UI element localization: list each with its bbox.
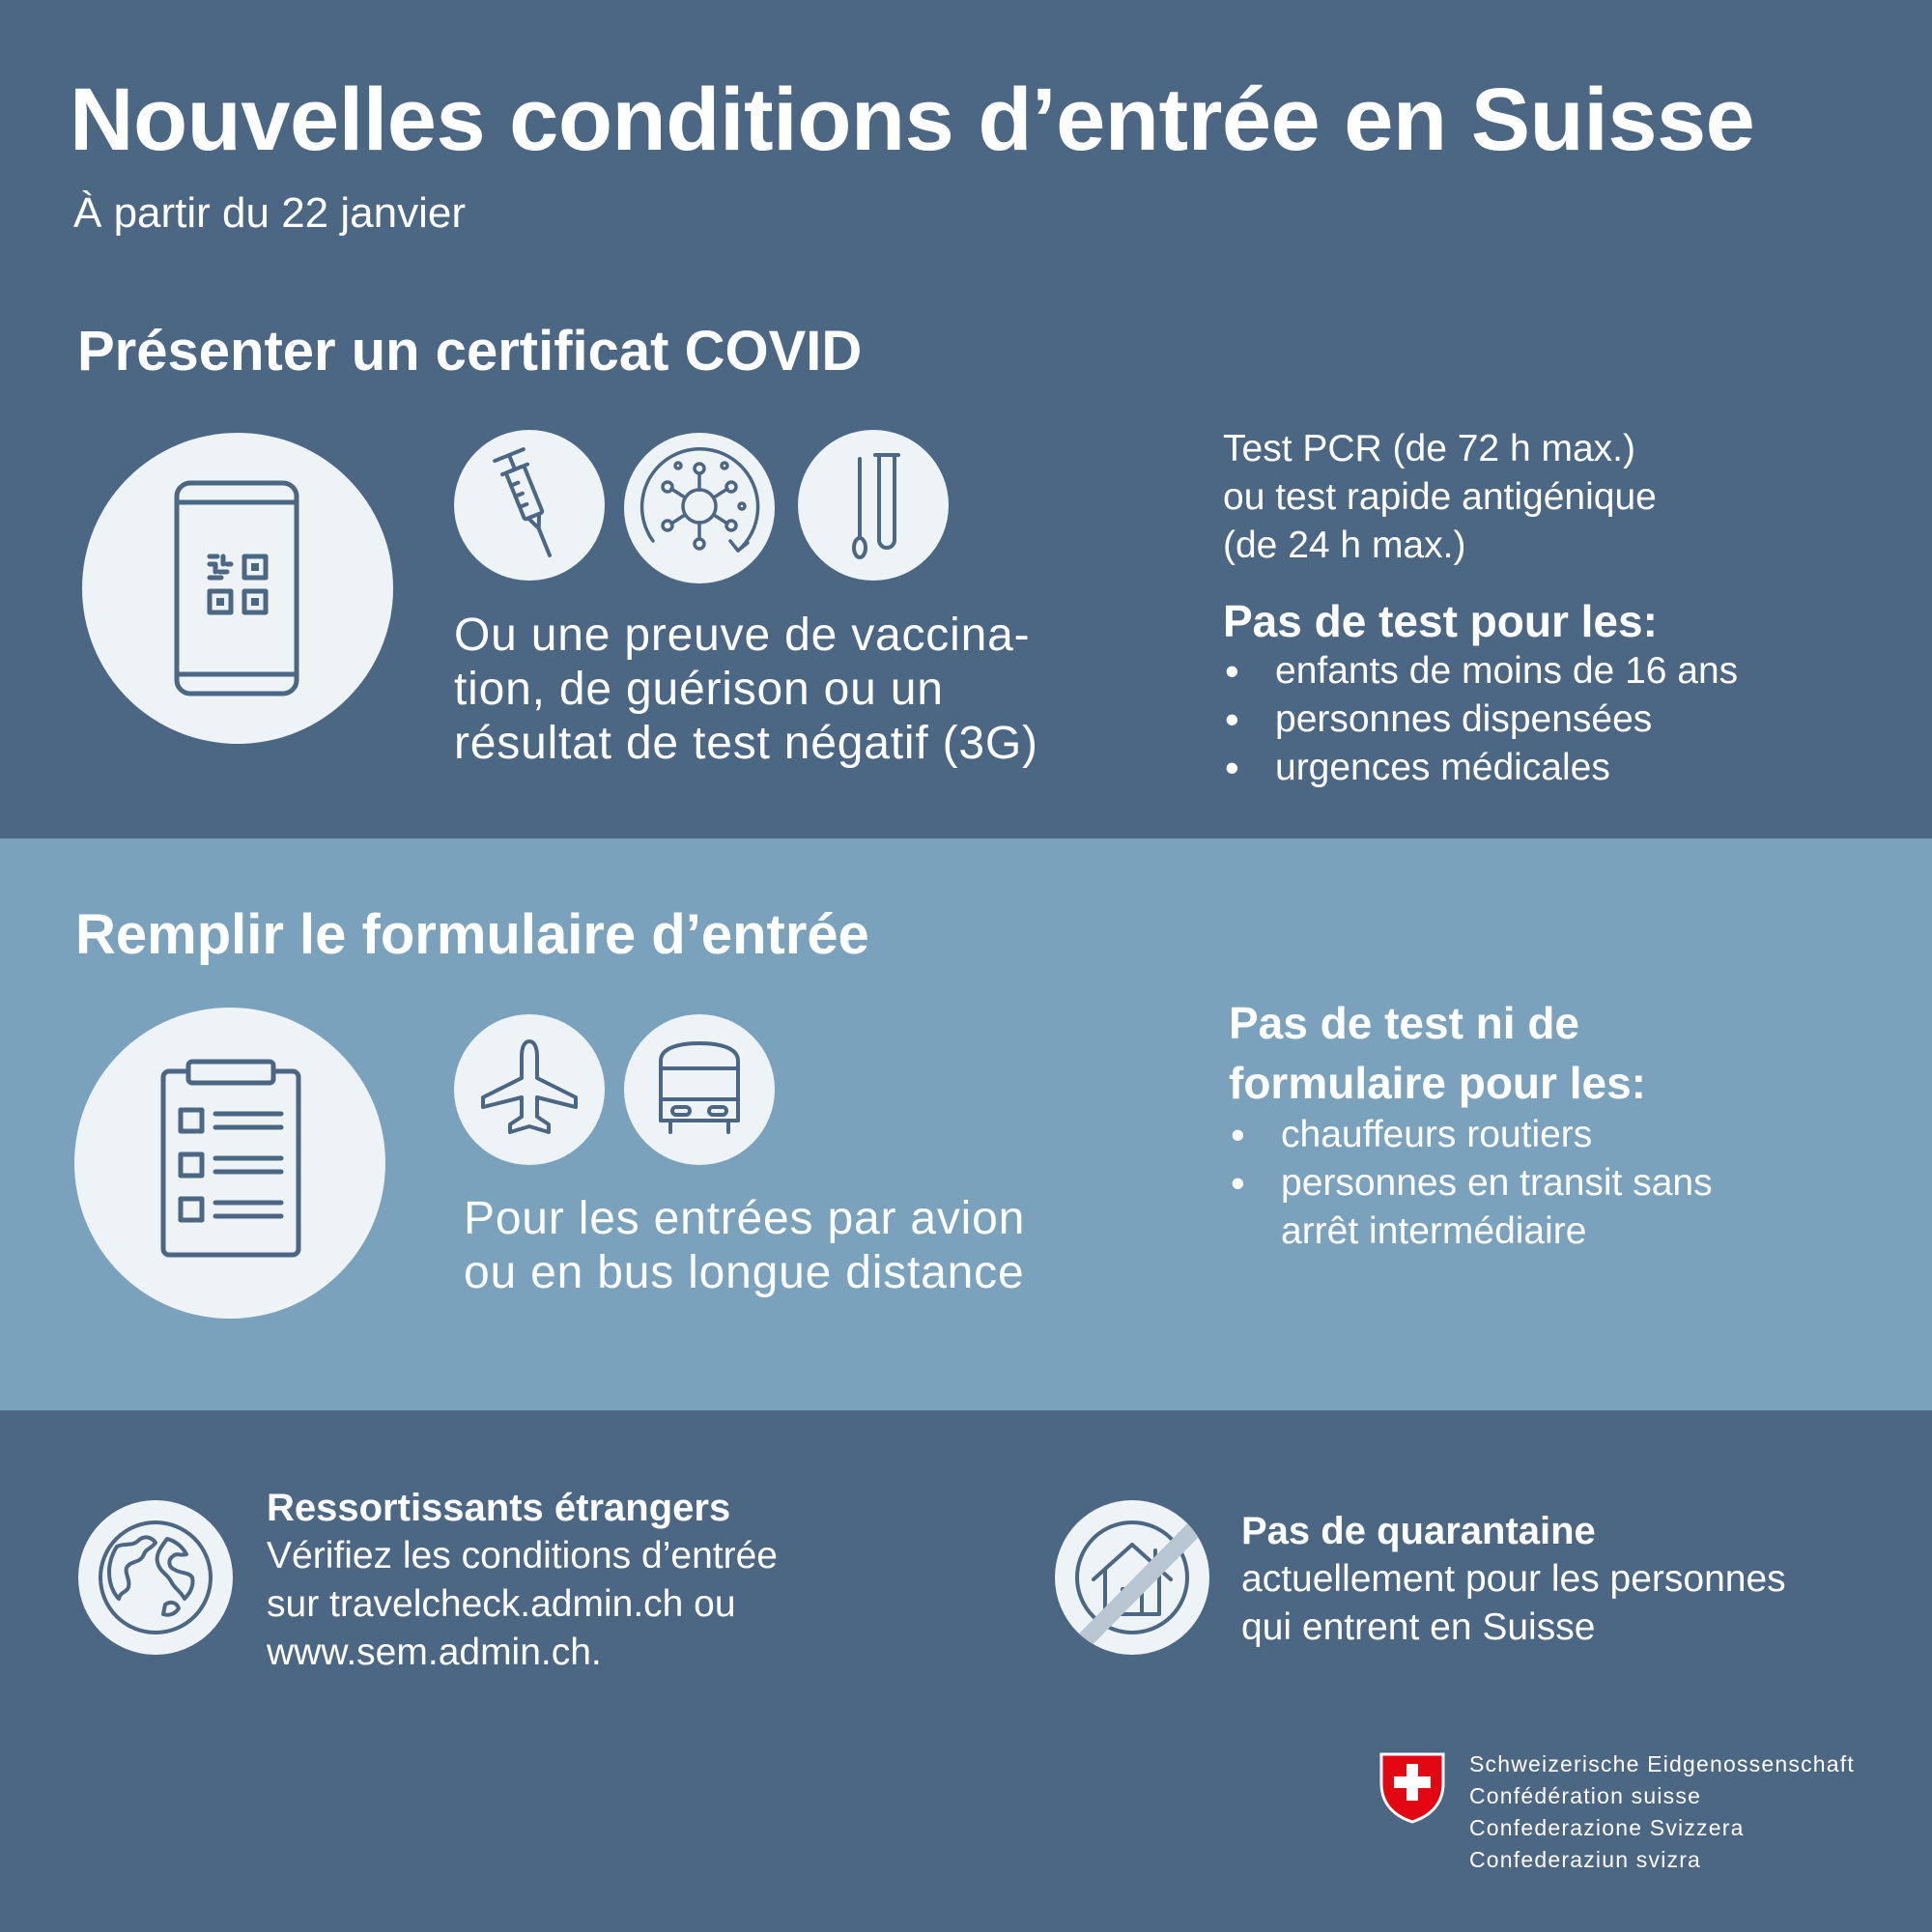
- airplane-icon: [454, 1014, 605, 1165]
- globe-icon: [78, 1500, 233, 1655]
- no-test-list: [1223, 647, 1899, 792]
- page-title: Nouvelles conditions d’entrée en Suisse: [70, 71, 1755, 169]
- no-test-heading: Pas de test pour les:: [1223, 596, 1658, 646]
- form-heading: Remplir le formulaire d’entrée: [75, 903, 869, 966]
- bus-icon: [624, 1014, 775, 1165]
- certificate-heading: Présenter un certificat COVID: [77, 320, 863, 383]
- list-item: • enfants de moins de 16 ans: [1223, 647, 1899, 696]
- virus-recovery-icon: [624, 433, 775, 583]
- syringe-icon: [454, 430, 605, 581]
- no-form-heading: Pas de test ni de formulaire pour les:: [1229, 998, 1646, 1108]
- quarantine-text: actuellement pour les personnes qui entrent en Suisse: [1241, 1558, 1786, 1648]
- test-tube-swab-icon: [798, 430, 949, 581]
- page-subtitle: À partir du 22 janvier: [73, 189, 466, 237]
- list-item: • urgences médicales: [1223, 744, 1899, 792]
- foreigners-text: Vérifiez les conditions d’entrée sur travelcheck.admin.ch ou www.sem.admin.ch.: [267, 1535, 778, 1673]
- form-caption: Pour les entrées par avion ou en bus longue distance: [464, 1193, 1026, 1298]
- quarantine-heading: Pas de quarantaine: [1241, 1510, 1596, 1552]
- clipboard-checklist-icon: [74, 1008, 385, 1319]
- foreigners-heading: Ressortissants étrangers: [267, 1487, 731, 1529]
- federation-names: Schweizerische Eidgenossenschaft Confédération suisse Confederazione Svizzera Confederaziun svizra: [1469, 1751, 1855, 1872]
- list-item: • chauffeurs routiers: [1229, 1111, 1770, 1159]
- no-quarantine-house-icon: [1055, 1500, 1209, 1655]
- no-form-list: [1229, 1111, 1770, 1256]
- swiss-shield-icon: [1379, 1750, 1445, 1824]
- test-info: Test PCR (de 72 h max.) ou test rapide antigénique (de 24 h max.): [1223, 428, 1657, 566]
- quarantine-block: [1241, 1507, 1786, 1652]
- list-item: • personnes en transit sans arrêt intermédiaire: [1229, 1159, 1770, 1256]
- list-item: • personnes dispensées: [1223, 696, 1899, 744]
- smartphone-qr-icon: [82, 433, 393, 744]
- certificate-caption: Ou une preuve de vaccina- tion, de guérison ou un résultat de test négatif (3G): [454, 610, 1038, 769]
- foreigners-block: [267, 1484, 778, 1677]
